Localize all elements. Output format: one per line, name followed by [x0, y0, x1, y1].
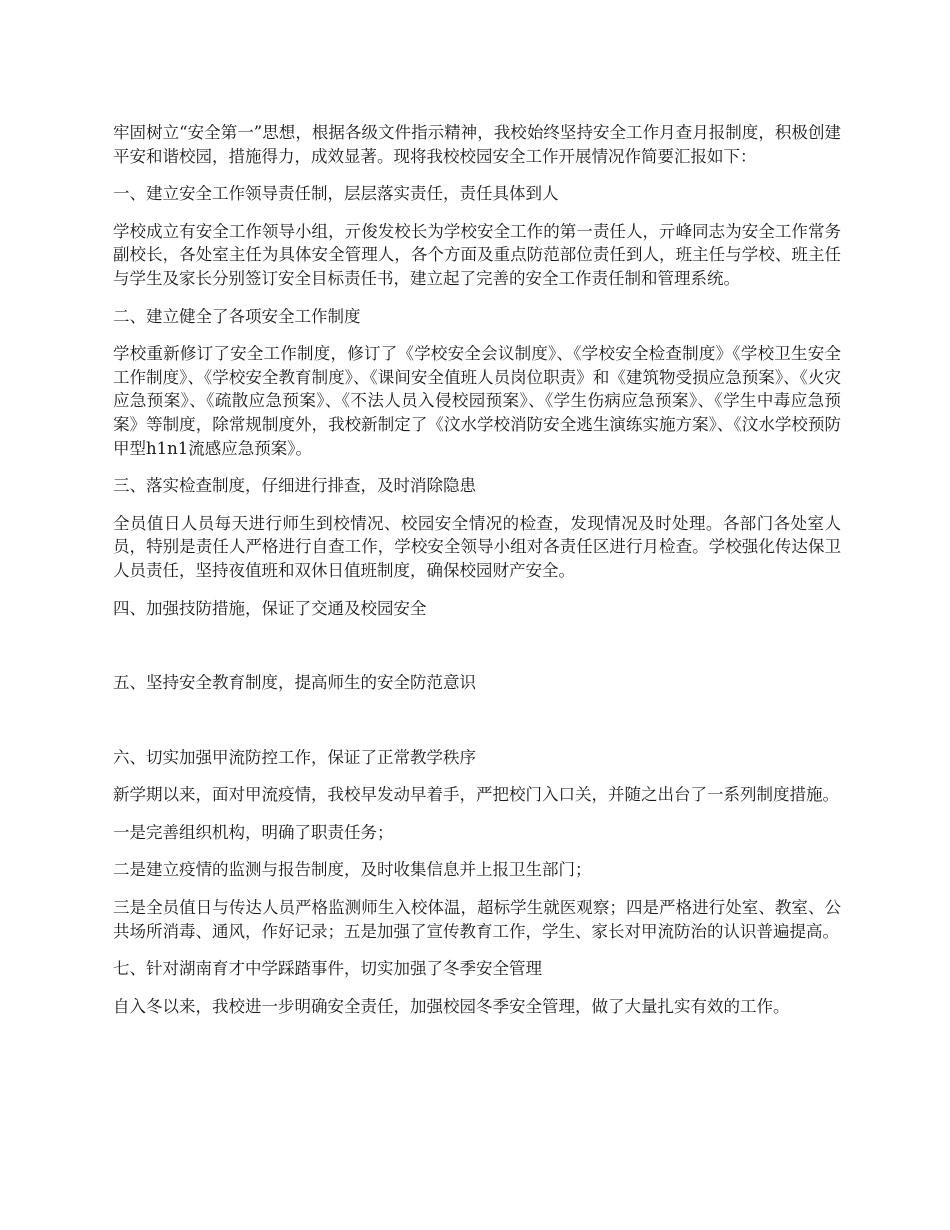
section6-item2: 二是建立疫情的监测与报告制度，及时收集信息并上报卫生部门； — [113, 860, 592, 880]
section3-heading: 三、落实检查制度，仔细进行排查，及时消除隐患 — [113, 476, 476, 496]
intro-paragraph: 牢固树立“安全第一”思想，根据各级文件指示精神，我校始终坚持安全工作月查月报制度，积极创建平安和谐校园，措施得力，成效显著。现将我校校园安全工作开展情况作简要汇报如下： — [113, 123, 841, 166]
section6-item1: 一是完善组织机构，明确了职责任务； — [113, 822, 394, 842]
document-page — [113, 121, 841, 1032]
section7-body: 自入冬以来，我校进一步明确安全责任，加强校园冬季安全管理，做了大量扎实有效的工作。 — [113, 996, 790, 1016]
section6-body: 新学期以来，面对甲流疫情，我校早发动早着手，严把校门入口关，并随之出台了一系列制度措施。 — [113, 785, 839, 805]
section2-body: 学校重新修订了安全工作制度，修订了《学校安全会议制度》、《学校安全检查制度》《学校卫生安全工作制度》、《学校安全教育制度》、《课间安全值班人员岗位职责》和《建筑物受损应急预案》、《火灾应急预案》、《疏散应急预案》、《不法人员入侵校园预案》、《学生伤病应急预案》、《学生中毒应急预案》等制度，除常规制度外，我校新制定了《汶水学校消防安全逃生演练实施方案》、《汶水学校预防甲型h1n1流感应急预案》。 — [113, 344, 841, 458]
section6-item3: 三是全员值日与传达人员严格监测师生入校体温，超标学生就医观察；四是严格进行处室、教室、公共场所消毒、通风，作好记录；五是加强了宣传教育工作，学生、家长对甲流防治的认识普遍提高。 — [113, 898, 841, 941]
section3-body: 全员值日人员每天进行师生到校情况、校园安全情况的检查，发现情况及时处理。各部门各处室人员，特别是责任人严格进行自查工作，学校安全领导小组对各责任区进行月检查。学校强化传达保卫人员责任，坚持夜值班和双休日值班制度，确保校园财产安全。 — [113, 513, 841, 580]
section6-heading: 六、切实加强甲流防控工作，保证了正常教学秩序 — [113, 747, 476, 767]
section2-heading: 二、建立健全了各项安全工作制度 — [113, 306, 361, 326]
section7-heading: 七、针对湖南育才中学踩踏事件，切实加强了冬季安全管理 — [113, 959, 542, 979]
section1-body: 学校成立有安全工作领导小组，亓俊发校长为学校安全工作的第一责任人，亓峰同志为安全工作常务副校长，各处室主任为具体安全管理人，各个方面及重点防范部位责任到人，班主任与学校、班主任与学生及家长分别签订安全目标责任书，建立起了完善的安全工作责任制和管理系统。 — [113, 221, 841, 288]
section5-heading: 五、坚持安全教育制度，提高师生的安全防范意识 — [113, 673, 476, 693]
section1-heading: 一、建立安全工作领导责任制，层层落实责任，责任具体到人 — [113, 184, 559, 204]
section4-heading: 四、加强技防措施，保证了交通及校园安全 — [113, 598, 427, 618]
